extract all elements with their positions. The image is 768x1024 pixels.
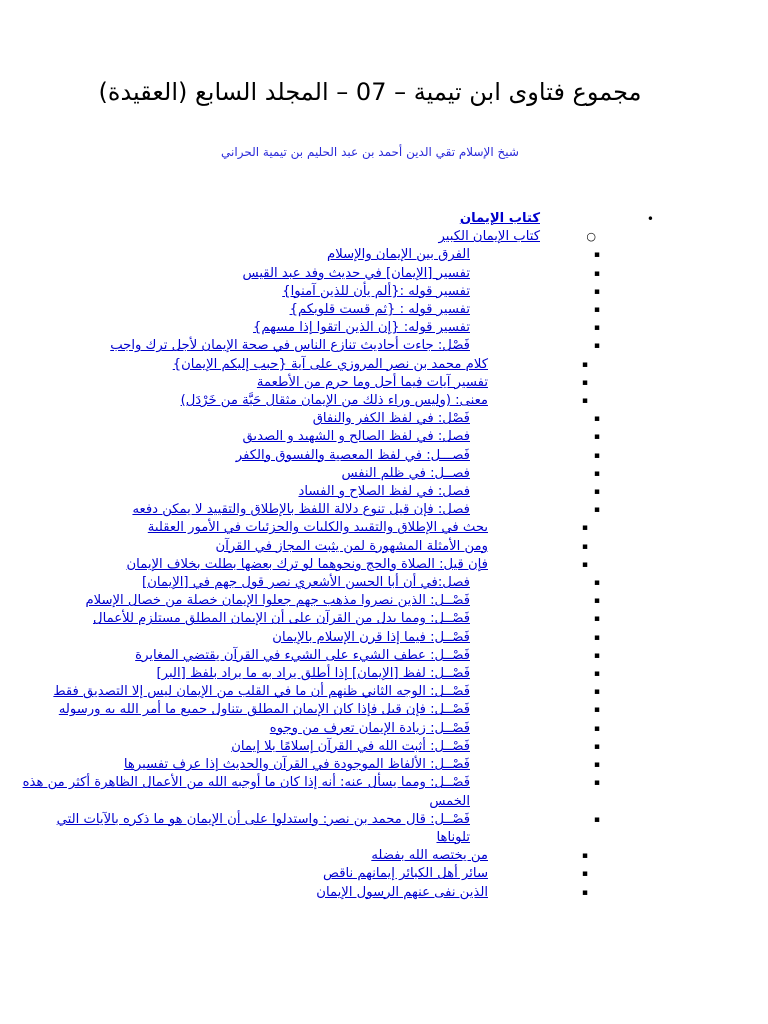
toc-list-item <box>20 337 600 355</box>
toc-list-item <box>20 865 588 883</box>
square-bullet-icon: ▪ <box>593 705 600 716</box>
toc-list-item <box>20 465 600 483</box>
square-bullet-icon: ▪ <box>593 323 600 334</box>
author-line: شيخ الإسلام تقي الدين أحمد بن عبد الحليم بن تيمية الحراني <box>221 145 519 159</box>
square-bullet-icon: ▪ <box>581 359 588 370</box>
square-bullet-icon: ▪ <box>593 723 600 734</box>
toc-list-item <box>20 374 588 392</box>
square-bullet-icon: ▪ <box>593 286 600 297</box>
square-bullet-icon: ▪ <box>593 741 600 752</box>
toc-link[interactable]: تفسير قوله :{ألم يأن للذين آمنوا} <box>282 283 470 299</box>
square-bullet-icon: ▪ <box>581 887 588 898</box>
square-bullet-icon: ▪ <box>593 250 600 261</box>
toc-link[interactable]: كلام محمد بن نصر المروزي على آية {حبب إليكم الإيمان} <box>172 356 488 372</box>
toc-link[interactable]: من يختصه الله بفضله <box>371 848 488 864</box>
toc-list-item <box>20 410 600 428</box>
toc-link[interactable]: سائر أهل الكبائر إيمانهم ناقص <box>323 866 488 882</box>
toc-link[interactable]: فَصْــل: عطف الشيء على الشيء في القرآن يقتضي المغايرة <box>135 647 470 663</box>
toc-link[interactable]: فَصْــل: فإن قيل فإذا كان الإيمان المطلق يتناول جميع ما أمر الله به ورسوله <box>58 702 470 718</box>
toc-list-item <box>20 720 600 738</box>
square-bullet-icon: ▪ <box>593 305 600 316</box>
table-of-contents <box>20 210 660 902</box>
toc-list-item <box>20 392 588 410</box>
toc-link[interactable]: فصل: في لفظ الصلاح و الفساد <box>298 484 470 500</box>
square-bullet-icon: ▪ <box>593 596 600 607</box>
square-bullet-icon: ▪ <box>593 650 600 661</box>
toc-section-item <box>20 228 600 902</box>
square-bullet-icon: ▪ <box>593 432 600 443</box>
toc-section-link[interactable]: كتاب الإيمان الكبير <box>438 229 540 245</box>
square-bullet-icon: ▪ <box>581 851 588 862</box>
toc-link[interactable]: فصــل: في ظلم النفس <box>341 465 470 481</box>
toc-list-item <box>20 610 600 628</box>
toc-link[interactable]: فَصـــل: في لفظ المعصية والفسوق والكفر <box>235 447 470 463</box>
toc-list-item <box>20 283 600 301</box>
square-bullet-icon: ▪ <box>593 778 600 789</box>
square-bullet-icon: ▪ <box>593 268 600 279</box>
toc-link[interactable]: فَصْــل: زيادة الإيمان تعرف من وجوه <box>269 720 470 736</box>
toc-list-item <box>20 538 588 556</box>
toc-list-item <box>20 811 600 847</box>
square-bullet-icon: ▪ <box>593 614 600 625</box>
square-bullet-icon: ▪ <box>593 814 600 825</box>
square-bullet-icon: ▪ <box>593 505 600 516</box>
toc-link[interactable]: تفسير آيات فيما أحل وما حرم من الأطعمة <box>256 374 488 390</box>
toc-list-item <box>20 246 600 264</box>
toc-link[interactable]: فصل:في أن أبا الحسن الأشعري نصر قول جهم في [الإيمان] <box>142 575 470 591</box>
toc-list-item <box>20 319 600 337</box>
toc-link[interactable]: فَصْــل: أثبت الله في القرآن إسلامًا بلا إيمان <box>231 738 470 754</box>
toc-link[interactable]: فَصْــل: قال محمد بن نصر: واستدلوا على أن الإيمان هو ما ذكره بالآيات التي تلوناها <box>56 811 470 845</box>
toc-list-item <box>20 428 600 446</box>
toc-link[interactable]: معنى: (وليس وراء ذلك من الإيمان مثقال حَبَّة من خَرْدَل) <box>180 393 488 409</box>
toc-book-link[interactable]: كتاب الإيمان <box>459 211 540 226</box>
toc-list-item <box>20 756 600 774</box>
square-bullet-icon: ▪ <box>581 869 588 880</box>
page-title: مجموع فتاوى ابن تيمية – 07 – المجلد السابع (العقيدة) <box>98 78 642 106</box>
toc-list-item <box>20 884 588 902</box>
square-bullet-icon: ▪ <box>593 578 600 589</box>
toc-list-item <box>20 629 600 647</box>
toc-list-item <box>20 647 600 665</box>
square-bullet-icon: ▪ <box>581 377 588 388</box>
toc-list-item <box>20 683 600 701</box>
toc-list-item <box>20 592 600 610</box>
square-bullet-icon: ▪ <box>593 414 600 425</box>
square-bullet-icon: ▪ <box>593 669 600 680</box>
circle-bullet-icon: ○ <box>586 230 596 244</box>
toc-link[interactable]: فَصْــل: ومما يسأل عنه: أنه إذا كان ما أوجبه الله من الأعمال الظاهرة أكثر من هذه الخمس <box>22 775 470 809</box>
square-bullet-icon: ▪ <box>581 541 588 552</box>
square-bullet-icon: ▪ <box>581 559 588 570</box>
toc-link[interactable]: فصل: في لفظ الصالح و الشهيد و الصديق <box>242 429 470 445</box>
square-bullet-icon: ▪ <box>593 687 600 698</box>
toc-list-item <box>20 356 588 374</box>
toc-link[interactable]: الفرق بين الإيمان والإسلام <box>327 247 470 263</box>
square-bullet-icon: ▪ <box>593 760 600 771</box>
toc-list-item <box>20 574 600 592</box>
toc-list-item <box>20 483 600 501</box>
toc-link[interactable]: الذين نفى عنهم الرسول الإيمان <box>316 884 488 900</box>
toc-list-item <box>20 774 600 810</box>
toc-link[interactable]: فَصْل: في لفظ الكفر والنفاق <box>312 411 470 427</box>
toc-link[interactable]: تفسير [الإيمان] في حديث وفد عبد القيس <box>242 265 470 281</box>
disc-bullet-icon: • <box>646 212 654 226</box>
toc-link[interactable]: فَصْــل: الوجه الثاني ظنهم أن ما في القلب من الإيمان ليس إلا التصديق فقط <box>53 684 470 700</box>
toc-subsection-list <box>20 246 600 901</box>
toc-list-item <box>20 847 588 865</box>
toc-link[interactable]: فَصْــل: فيما إذا قرن الإسلام بالإيمان <box>272 629 470 645</box>
toc-list-item <box>20 447 600 465</box>
square-bullet-icon: ▪ <box>593 487 600 498</box>
toc-link[interactable]: فإن قيل: الصلاة والحج ونحوهما لو ترك بعضها بطلت بخلاف الإيمان <box>126 556 488 572</box>
toc-list-item <box>20 556 588 574</box>
square-bullet-icon: ▪ <box>581 523 588 534</box>
toc-list-item <box>20 738 600 756</box>
toc-list-item <box>20 519 588 537</box>
square-bullet-icon: ▪ <box>593 468 600 479</box>
toc-list-item <box>20 265 600 283</box>
toc-link[interactable]: فَصْــل: الألفاظ الموجودة في القرآن والحديث إذا عرف تفسيرها <box>123 757 470 773</box>
toc-book-item <box>20 210 660 902</box>
toc-link[interactable]: فَصْــل: ومما يدل من القرآن على أن الإيمان المطلق مستلزم للأعمال <box>93 611 470 627</box>
square-bullet-icon: ▪ <box>581 396 588 407</box>
square-bullet-icon: ▪ <box>593 450 600 461</box>
toc-link[interactable]: تفسير قوله : {ثم قست قلوبكم} <box>289 302 470 318</box>
toc-link[interactable]: تفسير قوله: {إن الذين اتقوا إذا مسهم} <box>253 320 470 336</box>
toc-list-item <box>20 301 600 319</box>
toc-link[interactable]: فصل: فإن قيل تنوع دلالة اللفظ بالإطلاق والتقييد لا يمكن دفعه <box>132 502 470 518</box>
square-bullet-icon: ▪ <box>593 341 600 352</box>
toc-list-item <box>20 701 600 719</box>
toc-link[interactable]: فَصْــل: الذين نصروا مذهب جهم جعلوا الإيمان خصلة من خصال الإسلام <box>85 593 470 609</box>
toc-list-item <box>20 501 600 519</box>
toc-link[interactable]: فَصْل: جاءت أحاديث تنازع الناس في صحة الإيمان لأجل ترك واجب <box>110 338 470 354</box>
toc-list-item <box>20 665 600 683</box>
toc-link[interactable]: فَصْــل: لفظ [الإيمان] إذا أطلق يراد به ما يراد بلفظ [البر] <box>156 666 470 682</box>
toc-link[interactable]: بحث في الإطلاق والتقييد والكليات والجزئيات في الأمور العقلية <box>147 520 488 536</box>
square-bullet-icon: ▪ <box>593 632 600 643</box>
toc-link[interactable]: ومن الأمثلة المشهورة لمن يثبت المجاز في القرآن <box>215 538 488 554</box>
